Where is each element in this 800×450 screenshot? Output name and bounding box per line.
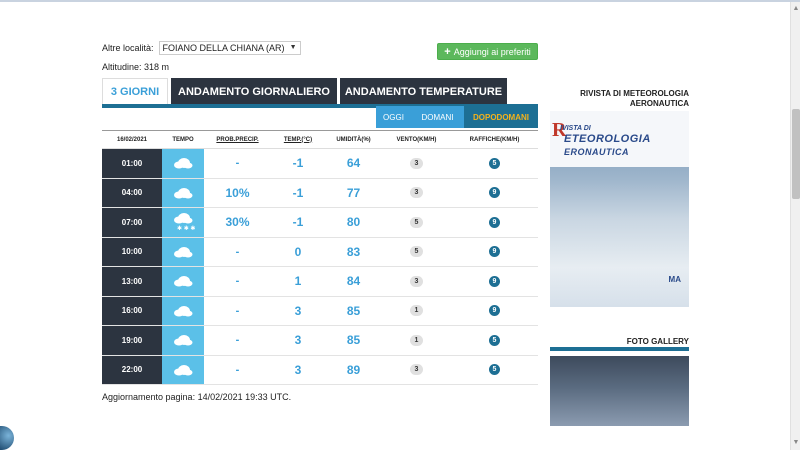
- wind-badge: 3: [410, 158, 423, 169]
- magazine-title-line1: IVISTA DI: [560, 125, 591, 132]
- row-gust: [451, 267, 538, 296]
- scroll-up-icon[interactable]: ▲: [792, 5, 800, 12]
- magazine-logo: MA: [668, 275, 681, 284]
- row-temp: 3: [294, 333, 302, 348]
- row-temp: -1: [292, 215, 304, 230]
- row-time: 19:00: [102, 326, 162, 355]
- table-header: [102, 130, 538, 149]
- location-select[interactable]: [159, 41, 301, 55]
- row-humidity: 77: [346, 185, 361, 200]
- location-label: Altre località:: [102, 43, 154, 53]
- header-wind: VENTO(KM/H): [396, 136, 437, 143]
- gust-badge: 5: [489, 364, 500, 375]
- row-precip: -: [235, 363, 240, 376]
- row-gust: [451, 179, 538, 208]
- row-time: 10:00: [102, 238, 162, 267]
- row-wind: [382, 208, 451, 237]
- gust-badge: 9: [489, 217, 500, 228]
- gust-badge: 9: [489, 246, 500, 257]
- update-timestamp: Aggiornamento pagina: 14/02/2021 19:33 UTC.: [102, 392, 292, 402]
- gust-badge: 9: [489, 187, 500, 198]
- row-humidity: 85: [346, 303, 361, 318]
- table-row: [102, 208, 538, 238]
- gust-badge: 9: [489, 305, 500, 316]
- add-to-favorites-label: Aggiungi ai preferiti: [453, 46, 531, 57]
- location-row: [102, 41, 301, 55]
- row-temp: -1: [292, 185, 304, 200]
- header-humidity: UMIDITÀ(%): [336, 136, 371, 143]
- cloud-icon: [162, 238, 204, 267]
- magazine-cover[interactable]: [550, 111, 689, 307]
- table-row: [102, 179, 538, 209]
- row-humidity: 80: [346, 215, 361, 230]
- row-humidity: 83: [346, 244, 361, 259]
- header-weather: TEMPO: [172, 136, 194, 143]
- row-gust: [451, 326, 538, 355]
- table-row: [102, 356, 538, 386]
- header-date: 16/02/2021: [116, 136, 148, 143]
- row-gust: [451, 356, 538, 385]
- scroll-thumb[interactable]: [792, 109, 800, 199]
- wind-badge: 3: [410, 276, 423, 287]
- row-temp: 3: [294, 303, 302, 318]
- row-temp: 3: [294, 362, 302, 377]
- row-wind: [382, 179, 451, 208]
- wind-badge: 5: [410, 246, 423, 257]
- gust-badge: 5: [489, 335, 500, 346]
- main-tabs: [102, 78, 510, 105]
- wind-badge: 3: [410, 187, 423, 198]
- wind-badge: 1: [410, 335, 423, 346]
- magazine-title-line3: ERONAUTICA: [564, 147, 629, 157]
- row-temp: -1: [292, 156, 304, 171]
- cloud-icon: [162, 326, 204, 355]
- chevron-down-icon: ▼: [289, 44, 297, 51]
- table-row: [102, 149, 538, 179]
- cloud-icon: [162, 356, 204, 385]
- table-row: [102, 267, 538, 297]
- svg-text:✱ ✱ ✱: ✱ ✱ ✱: [177, 226, 196, 233]
- wind-badge: 5: [410, 217, 423, 228]
- cloud-icon: [162, 149, 204, 178]
- table-row: [102, 297, 538, 327]
- magazine-title-line2: ETEOROLOGIA: [564, 133, 651, 145]
- tab-3-giorni[interactable]: 3 GIORNI: [102, 78, 168, 105]
- gallery-title: FOTO GALLERY: [626, 337, 689, 346]
- cloud-icon: [162, 267, 204, 296]
- row-precip: -: [235, 334, 240, 347]
- tab-oggi[interactable]: OGGI: [376, 106, 411, 128]
- row-precip: -: [235, 304, 240, 317]
- altitude-text: Altitudine: 318 m: [102, 62, 170, 72]
- gallery-image[interactable]: [550, 356, 689, 426]
- row-wind: [382, 356, 451, 385]
- row-time: 16:00: [102, 297, 162, 326]
- scrollbar[interactable]: [790, 2, 800, 450]
- row-wind: [382, 267, 451, 296]
- row-time: 13:00: [102, 267, 162, 296]
- add-to-favorites-button[interactable]: [437, 43, 538, 60]
- row-humidity: 89: [346, 362, 361, 377]
- header-temp: TEMP.(°C): [283, 136, 313, 143]
- cloud-icon: [162, 179, 204, 208]
- row-time: 04:00: [102, 179, 162, 208]
- scroll-down-icon[interactable]: ▼: [792, 439, 800, 446]
- header-precip: PROB.PRECIP.: [216, 136, 259, 143]
- row-humidity: 84: [346, 274, 361, 289]
- row-wind: [382, 297, 451, 326]
- tab-andamento-giornaliero[interactable]: ANDAMENTO GIORNALIERO: [171, 78, 337, 105]
- tab-andamento-temperature[interactable]: ANDAMENTO TEMPERATURE: [340, 78, 507, 105]
- magazine-r-letter: R: [552, 119, 567, 141]
- row-temp: 0: [294, 244, 302, 259]
- row-precip: -: [235, 245, 240, 258]
- row-precip: 10%: [225, 185, 250, 200]
- gallery-bar: [550, 347, 689, 351]
- day-tabs: [376, 106, 538, 128]
- row-wind: [382, 238, 451, 267]
- magazine-title: RIVISTA DI METEOROLOGIA AERONAUTICA: [580, 89, 689, 108]
- tab-dopodomani[interactable]: DOPODOMANI: [464, 106, 538, 128]
- snow-cloud-icon: [162, 208, 204, 237]
- tab-domani[interactable]: DOMANI: [411, 106, 464, 128]
- row-precip: 30%: [225, 215, 250, 230]
- row-wind: [382, 326, 451, 355]
- row-precip: -: [235, 275, 240, 288]
- row-gust: [451, 238, 538, 267]
- row-time: 07:00: [102, 208, 162, 237]
- table-row: [102, 238, 538, 268]
- row-gust: [451, 208, 538, 237]
- row-gust: [451, 297, 538, 326]
- table-row: [102, 326, 538, 356]
- top-border: [0, 0, 800, 2]
- wind-badge: 1: [410, 305, 423, 316]
- globe-icon[interactable]: [0, 426, 14, 450]
- plus-icon: +: [444, 45, 451, 58]
- row-time: 22:00: [102, 356, 162, 385]
- location-selected: FOIANO DELLA CHIANA (AR): [162, 43, 285, 53]
- row-precip: -: [235, 157, 240, 170]
- row-time: 01:00: [102, 149, 162, 178]
- row-gust: [451, 149, 538, 178]
- cloud-icon: [162, 297, 204, 326]
- forecast-table: [102, 130, 538, 385]
- row-humidity: 85: [346, 333, 361, 348]
- gust-badge: 9: [489, 276, 500, 287]
- gust-badge: 5: [489, 158, 500, 169]
- row-wind: [382, 149, 451, 178]
- row-temp: 1: [294, 274, 302, 289]
- row-humidity: 64: [346, 156, 361, 171]
- header-gusts: RAFFICHE(KM/H): [469, 136, 520, 143]
- wind-badge: 3: [410, 364, 423, 375]
